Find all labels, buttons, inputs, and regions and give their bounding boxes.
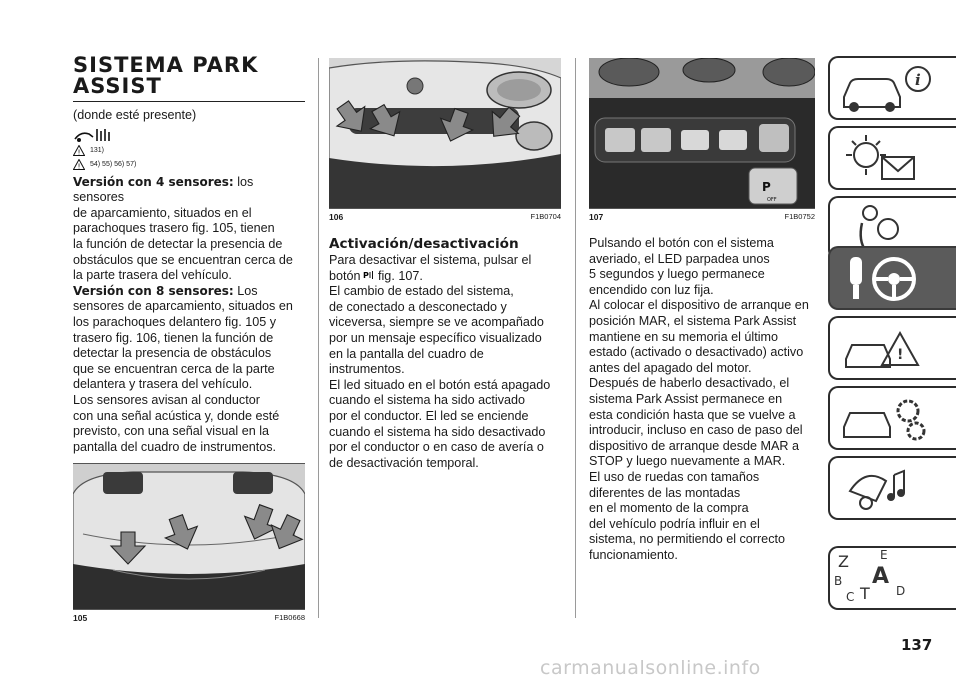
car-gears-icon — [836, 391, 936, 447]
text-line: por un mensaje específico visualizado — [329, 330, 542, 345]
text-line: pantalla del cuadro de instrumentos. — [73, 439, 277, 454]
warning-light-envelope-icon — [836, 131, 936, 187]
text-line: de conectado a desconectado y — [329, 299, 507, 314]
text-line: posición MAR, el sistema Park Assist — [589, 313, 797, 328]
text-line: Después de haberlo desactivado, el — [589, 376, 790, 391]
text-line: antes del apagado del motor. — [589, 360, 752, 375]
text-line: STOP y luego nuevamente a MAR. — [589, 454, 786, 469]
figure-106 — [329, 58, 561, 222]
figure-code: F1B0704 — [530, 212, 561, 221]
index-letter: C — [846, 590, 855, 604]
text-line: los parachoques delantero fig. 105 y — [73, 314, 277, 329]
svg-text:!: ! — [77, 162, 81, 171]
dashboard-button-illustration — [589, 58, 815, 208]
text-line: viceversa, siempre se ve acompañado — [329, 315, 544, 330]
watermark: carmanualsonline.info — [540, 657, 761, 679]
column-divider-1 — [318, 58, 319, 618]
figure-106-image — [329, 58, 561, 209]
paragraph-after-deactivation — [589, 376, 815, 470]
text-line: botón — [329, 268, 361, 283]
tab-emergency[interactable] — [828, 316, 956, 380]
paragraph-led — [329, 378, 561, 472]
warning-triangle-icon — [73, 145, 85, 156]
label-4-sensors: Versión con 4 sensores: — [73, 174, 234, 189]
paragraph-4-sensors — [73, 175, 305, 284]
warning-refs-2: 54) 55) 56) 57) — [90, 161, 137, 169]
svg-text:P: P — [362, 270, 369, 280]
multimedia-icon — [836, 461, 936, 517]
index-letter: B — [834, 574, 843, 588]
text-line: por el conductor o en caso de avería o — [329, 440, 544, 455]
text-line: detectar la presencia de obstáculos — [73, 346, 272, 361]
figure-105-caption — [73, 610, 305, 623]
text-line: del vehículo podría influir en el — [589, 516, 760, 531]
index-letter: D — [896, 584, 906, 598]
emergency-triangle-car-icon — [836, 321, 936, 377]
tab-multimedia[interactable] — [828, 456, 956, 520]
alphabet-index-icon — [836, 550, 916, 606]
text-line: sistema Park Assist permanece en — [589, 391, 783, 406]
text-line: los sensores — [73, 174, 254, 205]
text-line: Pulsando el botón con el sistema — [589, 236, 774, 250]
figure-number: 106 — [329, 212, 344, 222]
text-line: delantera y trasera del vehículo. — [73, 377, 253, 392]
tab-vehicle-info[interactable] — [828, 56, 956, 120]
front-bumper-illustration — [329, 58, 561, 208]
text-line: en la pantalla del cuadro de — [329, 346, 484, 361]
figure-number: 107 — [589, 212, 604, 222]
column-divider-2 — [575, 58, 576, 618]
figure-107 — [589, 58, 815, 222]
figure-code: F1B0752 — [784, 212, 815, 221]
rear-bumper-illustration — [73, 464, 305, 609]
text-line: El uso de ruedas con tamaños — [589, 469, 760, 484]
text-line: funcionamiento. — [589, 547, 678, 562]
paragraph-8-sensors — [73, 284, 305, 393]
warning-note-row-1 — [73, 144, 305, 158]
text-line: la función de detectar la presencia de — [73, 236, 283, 251]
paragraph-faulty — [589, 236, 815, 298]
figure-code: F1B0668 — [274, 613, 305, 623]
title-line-2: ASSIST — [73, 74, 162, 98]
index-letter: A — [872, 564, 890, 589]
key-steering-wheel-icon — [836, 251, 936, 307]
text-line: introducir, incluso en caso de paso del — [589, 423, 803, 438]
text-line: fig. 107. — [374, 268, 423, 283]
paragraph-warnings — [73, 393, 305, 455]
tab-warning-lights[interactable] — [828, 126, 956, 190]
text-line: cuando el sistema ha sido activado — [329, 393, 526, 408]
tab-starting-driving-active[interactable] — [828, 246, 956, 310]
warning-refs-1: 131) — [90, 147, 105, 155]
column-1 — [73, 55, 305, 623]
text-line: Al colocar el dispositivo de arranque en — [589, 298, 809, 313]
figure-107-image — [589, 58, 815, 209]
text-line: obstáculos que se encuentran cerca de — [73, 252, 293, 267]
text-line: El led situado en el botón está apagado — [329, 377, 551, 392]
page-number: 137 — [901, 636, 933, 654]
text-line: Los — [233, 283, 258, 298]
heading-activation: Activación/desactivación — [329, 236, 519, 252]
text-line: parachoques trasero fig. 105, tienen — [73, 221, 275, 236]
svg-text:i: i — [915, 71, 921, 89]
text-line: sistema, no permitiendo el correcto — [589, 532, 785, 547]
text-line: Los sensores avisan al conductor — [73, 392, 260, 407]
column-3 — [589, 58, 815, 563]
paragraph-mar — [589, 298, 815, 376]
text-line: por el conductor. El led se enciende — [329, 408, 529, 423]
index-letter: E — [880, 548, 888, 562]
warning-note-row-2 — [73, 158, 305, 172]
figure-106-caption — [329, 209, 561, 222]
text-line: diferentes de las montadas — [589, 485, 741, 500]
tab-index[interactable] — [828, 546, 956, 610]
text-line: mantiene en su memoria el último — [589, 329, 778, 344]
paragraph-wheels — [589, 470, 815, 564]
index-letter: T — [860, 584, 870, 603]
text-line: El cambio de estado del sistema, — [329, 284, 514, 299]
park-assist-symbol-icon — [73, 127, 305, 143]
car-info-icon — [836, 61, 936, 117]
text-line: la parte trasera del vehículo. — [73, 268, 232, 283]
text-line: dispositivo de arranque desde MAR a — [589, 438, 800, 453]
paragraph-deactivate — [329, 253, 561, 284]
text-line: Para desactivar el sistema, pulsar el — [329, 253, 532, 267]
title-divider — [73, 101, 305, 102]
text-line: cuando el sistema ha sido desactivado — [329, 424, 546, 439]
text-line: sensores de aparcamiento, situados en — [73, 299, 293, 314]
index-letter: Z — [838, 552, 849, 571]
text-line: en el momento de la compra — [589, 501, 749, 516]
figure-number: 105 — [73, 613, 88, 624]
text-line: averiado, el LED parpadea unos — [589, 251, 770, 266]
figure-105 — [73, 463, 305, 623]
paragraph-state-change — [329, 284, 561, 378]
svg-text:!: ! — [897, 347, 904, 363]
text-line: de desactivación temporal. — [329, 455, 479, 470]
attention-triangle-icon — [73, 159, 85, 170]
text-line: encendido con luz fija. — [589, 282, 714, 297]
section-title — [73, 55, 305, 97]
text-line: 5 segundos y luego permanece — [589, 267, 765, 282]
text-line: que se encuentran cerca de la parte — [73, 361, 275, 376]
tab-maintenance[interactable] — [828, 386, 956, 450]
text-line: trasero fig. 106, tienen la función de — [73, 330, 274, 345]
subtitle: (donde esté presente) — [73, 108, 197, 122]
column-2 — [329, 58, 561, 471]
figure-107-caption — [589, 209, 815, 222]
svg-text:!: ! — [77, 148, 81, 157]
text-line: previsto, con una señal visual en la — [73, 424, 270, 439]
text-line: esta condición hasta que se vuelve a — [589, 407, 796, 422]
title-line-1: SISTEMA PARK — [73, 53, 259, 77]
text-line: instrumentos. — [329, 362, 405, 377]
button-label-off: OFF — [767, 197, 777, 203]
text-line: de aparcamiento, situados en el — [73, 205, 252, 220]
park-assist-button-icon — [363, 269, 375, 281]
figure-105-image — [73, 463, 305, 610]
label-8-sensors: Versión con 8 sensores: — [73, 283, 234, 298]
text-line: con una señal acústica y, donde esté — [73, 408, 280, 423]
button-label-p: P — [762, 180, 771, 194]
text-line: estado (activado o desactivado) activo — [589, 345, 804, 360]
